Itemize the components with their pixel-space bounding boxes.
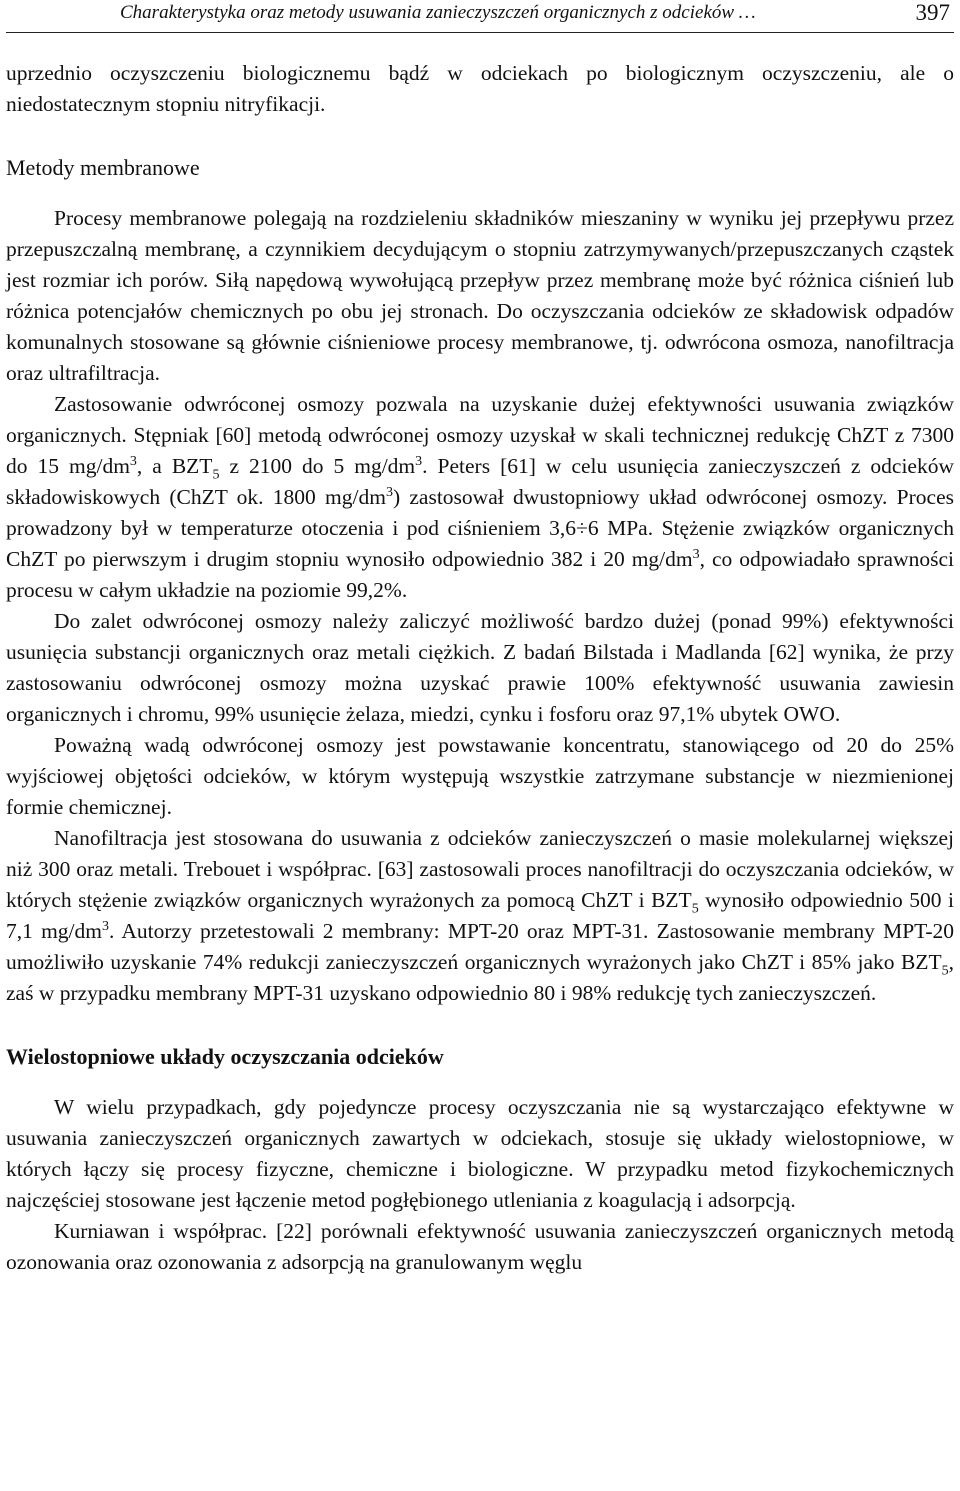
multistage-paragraph-2: Kurniawan i współprac. [22] porównali efektywność usuwania zanieczyszczeń organicznych metodą ozonowania oraz ozonowania z adsorpcją na granulowanym węglu [6,1219,954,1274]
page-number: 397 [915,0,950,25]
section-heading-membrane: Metody membranowe [6,155,200,180]
running-header [6,0,954,33]
membrane-paragraph-4: Poważną wadą odwróconej osmozy jest powstawanie koncentratu, stanowiącego od 20 do 25% wyjściowej objętości odcieków, w którym występują wszystkie zatrzymane substancje w niezmienionej formie chemicznej. [6,733,954,819]
intro-paragraph-tail: uprzednio oczyszczeniu biologicznemu bądź w odciekach po biologicznym oczyszczeniu, ale o niedostatecznym stopniu nitryfikacji. [6,61,954,116]
running-header-title: Charakterystyka oraz metody usuwania zanieczyszczeń organicznych z odcieków … [120,2,756,23]
document-page [6,0,954,1491]
multistage-paragraph-1: W wielu przypadkach, gdy pojedyncze procesy oczyszczania nie są wystarczająco efektywne w usuwania zanieczyszczeń organicznych zawartych w odciekach, stosuje się układy wielostopniowe, w których łączy się procesy fizyczne, chemiczne i biologiczne. W przypadku metod fizykochemicznych najczęściej stosowane jest łączenie metod pogłębionego utleniania z koagulacją i adsorpcją. [6,1095,954,1212]
section-heading-multistage: Wielostopniowe układy oczyszczania odcieków [6,1044,444,1069]
membrane-paragraph-5: Nanofiltracja jest stosowana do usuwania z odcieków zanieczyszczeń o masie molekularnej większej niż 300 oraz metali. Trebouet i współprac. [63] zastosowali proces nanofiltracji do oczyszczania odcieków, w których stężenie związków organicznych wyrażonych za pomocą ChZT i $BZT_5$ wynosiło odpowiednio 500 i 7,1 $mg/dm^3$. Autorzy przetestowali 2 membrany: MPT-20 oraz MPT-31. Zastosowanie membrany MPT-20 umożliwiło uzyskanie 74% redukcji zanieczyszczeń organicznych wyrażonych jako ChZT i 85% jako $BZT_5$, zaś w przypadku membrany MPT-31 uzyskano odpowiednio 80 i 98% redukcję tych zanieczyszczeń. [6,826,954,1005]
membrane-paragraph-2: Zastosowanie odwróconej osmozy pozwala na uzyskanie dużej efektywności usuwania związków organicznych. Stępniak [60] metodą odwróconej osmozy uzyskał w skali technicznej redukcję ChZT z 7300 do 15 $mg/dm^3$, a $BZT_5$ z 2100 do 5 $mg/dm^3$. Peters [61] w celu usunięcia zanieczyszczeń z odcieków składowiskowych (ChZT ok. 1800 $mg/dm^3$) zastosował dwustopniowy układ odwróconej osmozy. Proces prowadzony był w temperaturze otoczenia i pod ciśnieniem 3,6÷6 MPa. Stężenie związków organicznych ChZT po pierwszym i drugim stopniu wynosiło odpowiednio 382 i 20 $mg/dm^3$, co odpowiadało sprawności procesu w całym układzie na poziomie 99,2%. [6,392,955,602]
body-text [6,58,954,1278]
membrane-paragraph-1: Procesy membranowe polegają na rozdzieleniu składników mieszaniny w wyniku jej przepływu przez przepuszczalną membranę, a czynnikiem decydującym o stopniu zatrzymywanych/przepuszczanych cząstek jest rozmiar ich porów. Siłą napędową wywołującą przepływ przez membranę może być różnica ciśnień lub różnica potencjałów chemicznych po obu jej stronach. Do oczyszczania odcieków ze składowisk odpadów komunalnych stosowane są głównie ciśnieniowe procesy membranowe, tj. odwrócona osmoza, nanofiltracja oraz ultrafiltracja. [6,206,954,385]
membrane-paragraph-3: Do zalet odwróconej osmozy należy zaliczyć możliwość bardzo dużej (ponad 99%) efektywności usunięcia substancji organicznych oraz metali ciężkich. Z badań Bilstada i Madlanda [62] wynika, że przy zastosowaniu odwróconej osmozy można uzyskać prawie 100% efektywność usuwania zawiesin organicznych i chromu, 99% usunięcie żelaza, miedzi, cynku i fosforu oraz 97,1% ubytek OWO. [6,609,954,726]
